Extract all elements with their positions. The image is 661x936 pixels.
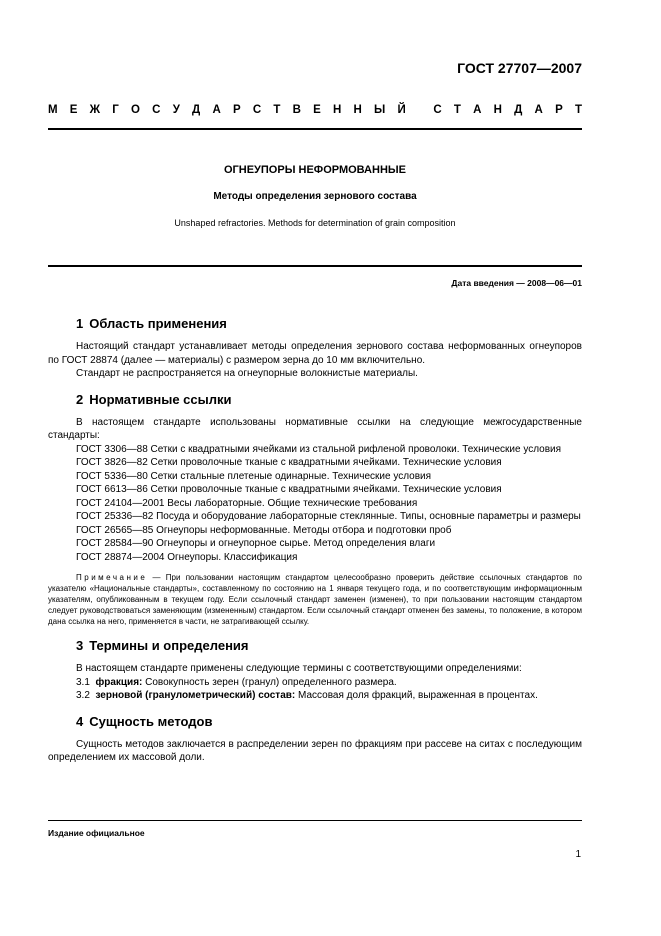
section-heading: 2 Нормативные ссылки (76, 391, 232, 407)
footer-rule (48, 820, 582, 821)
edition-label: Издание официальное (48, 828, 145, 838)
section-heading: 4 Сущность методов (76, 713, 213, 729)
heading-letter: Р (232, 104, 241, 116)
paragraph: В настоящем стандарте использованы нормативные ссылки на следующие межгосударственные стандарты: (48, 416, 582, 441)
heading-letter: Т (574, 104, 582, 116)
heading-letter: С (252, 104, 262, 116)
term-definition: 3.1 фракция: Совокупность зерен (гранул) определенного размера. (76, 676, 397, 688)
heading-letter: Т (453, 104, 461, 116)
note-label: Примечание (76, 573, 148, 582)
reference-item: ГОСТ 28874—2004 Огнеупоры. Классификация (76, 551, 298, 563)
heading-letter: А (212, 104, 221, 116)
heading-letter: Й (397, 104, 406, 116)
document-title: ОГНЕУПОРЫ НЕФОРМОВАННЫЕ (223, 164, 406, 176)
english-title: Unshaped refractories. Methods for determination of grain composition (174, 218, 456, 228)
introduction-date: Дата введения — 2008—06—01 (451, 278, 582, 288)
section-2 (48, 392, 582, 628)
heading-letter: Е (69, 104, 78, 116)
term-definition: 3.2 зерновой (гранулометрический) состав: Массовая доля фракций, выраженная в процентах. (76, 690, 538, 701)
page-number: 1 (575, 849, 581, 860)
heading-letter: Д (514, 104, 523, 116)
heading-letter: Е (313, 104, 321, 116)
section-1 (48, 316, 582, 381)
heading-letter: Н (332, 104, 342, 116)
heading-letter (418, 104, 421, 116)
interstate-standard-heading (48, 104, 582, 116)
reference-item: ГОСТ 24104—2001 Весы лабораторные. Общие технические требования (76, 497, 418, 509)
section-4 (48, 714, 582, 765)
reference-item: ГОСТ 28584—90 Огнеупоры и огнеупорное сырье. Метод определения влаги (76, 538, 436, 549)
heading-letter: У (172, 104, 180, 116)
note (48, 572, 582, 627)
paragraph: В настоящем стандарте применены следующие термины с соответствующими определениями: (76, 663, 522, 674)
heading-letter: О (131, 104, 140, 116)
heading-letter: Н (493, 104, 502, 116)
document-body (48, 316, 582, 776)
heading-letter: Д (192, 104, 201, 116)
heading-letter: В (292, 104, 301, 116)
reference-item: ГОСТ 5336—80 Сетки стальные плетеные одинарные. Технические условия (76, 470, 432, 482)
section-3 (48, 638, 582, 703)
heading-letter: А (473, 104, 482, 116)
heading-letter: С (152, 104, 161, 116)
heading-letter: М (48, 104, 58, 116)
paragraph: Сущность методов заключается в распределении зерен по фракциям при рассеве на ситах с последующим определением их массовой доли. (48, 738, 582, 763)
heading-letter: С (433, 104, 442, 116)
paragraph: Настоящий стандарт устанавливает методы определения зернового состава неформованных огнеупоров по ГОСТ 28874 (далее — материалы) с размером зерна до 10 мм включительно. (48, 341, 582, 366)
reference-item: ГОСТ 26565—85 Огнеупоры неформованные. Методы отбора и подготовки проб (76, 524, 452, 536)
section-heading: 3 Термины и определения (76, 638, 249, 653)
document-subtitle: Методы определения зернового состава (213, 191, 417, 202)
header-rule (48, 128, 582, 130)
note-text: — При пользовании настоящим стандартом целесообразно проверить действие ссылочных стандартов по указателю «Национальные стандарты», составленному по состоянию на 1 января текущего года, и по соответствующим информационным указателям, опубликованным в текущем году. Если ссылочный стандарт заменен (изменен), то при пользовании настоящим стандартом следует руководствоваться заменяющим (измененным) стандартом. Если ссылочный стандарт отменен без замены, то положение, в котором дана ссылка на него, применяется в части, не затрагивающей ссылку. (48, 573, 582, 626)
reference-item: ГОСТ 25336—82 Посуда и оборудование лабораторные стеклянные. Типы, основные параметры и размеры (76, 511, 581, 522)
heading-letter: Т (273, 104, 281, 116)
reference-item: ГОСТ 3306—88 Сетки с квадратными ячейками из стальной рифленой проволоки. Технические условия (76, 443, 562, 455)
heading-letter: Ж (89, 104, 101, 116)
paragraph: Стандарт не распространяется на огнеупорные волокнистые материалы. (76, 368, 418, 379)
section-heading: 1 Область применения (76, 316, 227, 331)
heading-letter: А (534, 104, 543, 116)
heading-letter: Ы (374, 104, 386, 116)
heading-letter: Н (353, 104, 362, 116)
reference-item: ГОСТ 3826—82 Сетки проволочные тканые с квадратными ячейками. Технические условия (76, 457, 502, 468)
gost-number: ГОСТ 27707—2007 (457, 60, 582, 76)
title-rule (48, 265, 582, 267)
heading-letter: Г (112, 104, 119, 116)
reference-item: ГОСТ 6613—86 Сетки проволочные тканые с квадратными ячейками. Технические условия (76, 484, 502, 495)
heading-letter: Р (555, 104, 563, 116)
